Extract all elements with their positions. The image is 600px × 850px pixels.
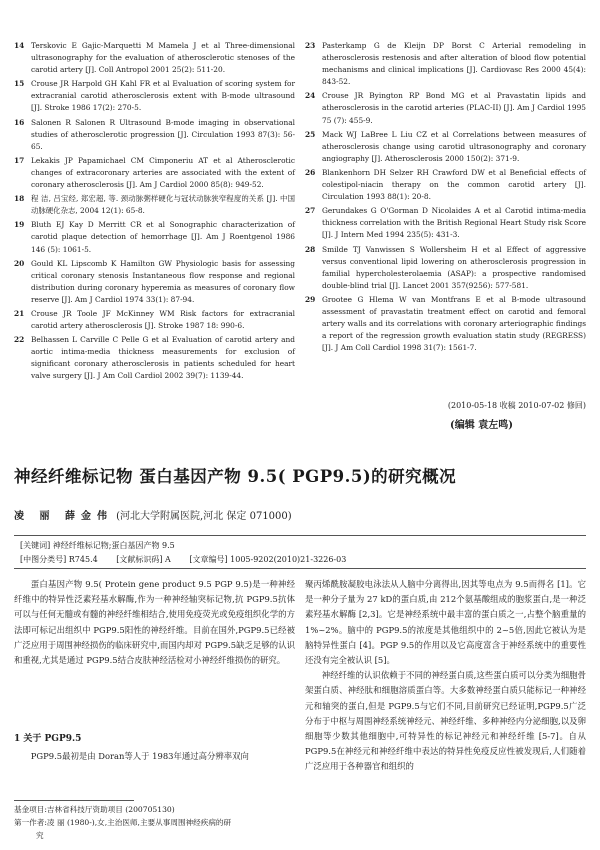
reference-text: Bluth EJ Kay D Merritt CR et al Sonographic characterization of carotid plaque detection of hemorrhage [J]. Am J Roentgenol 1986 146 (5): 1061-5. (31, 220, 295, 254)
reference-item (305, 40, 586, 88)
reference-list (14, 40, 586, 385)
reference-item (305, 129, 586, 165)
received-dates: (2010-05-18 收稿 2010-07-02 修回) (447, 401, 586, 410)
reference-number: 25 (305, 129, 316, 139)
reference-text: Smilde TJ Vanwissen S Wollersheim H et al Effect of aggressive versus conventional lipid lowering on atherosclerosis progression in familial hypercholesterolaemia (ASAP): a prospective randomised double-blind trial [J]. Lancet 2001 357(9256): 577-581. (322, 244, 586, 290)
clc-number: [中图分类号] R745.4 (20, 555, 98, 564)
reference-column-right (305, 40, 586, 385)
right-paragraph-2: 神经纤维的认识依赖于不同的神经蛋白质,这些蛋白质可以分类为细胞骨架蛋白质、神经肽和细胞溶质蛋白等。大多数神经蛋白质只能标记一种神经元和轴突的蛋白,但是 PGP9.5与它们不同,目前研究已经证明,PGP9.5广泛分布于中枢与周围神经系统神经元、神经纤维、多种神经内分泌细胞,以及卵细胞等少数其他细胞中,可特异性的标记神经元和神经纤维 [5-7]。自从 PGP9.5在神经元和神经纤维中表达的特异性免疫反应性被发现后,人们随着广泛应用于各种器官和组织的 (305, 670, 586, 772)
reference-number: 22 (14, 335, 25, 345)
reference-text: Salonen R Salonen R Ultrasound B-mode imaging in observational studies of atherosclerotic progression [J]. Circulation 1993 87(3): 56-65. (31, 117, 295, 151)
intro-paragraph: 蛋白基因产物 9.5( Protein gene product 9.5 PGP 9.5)是一种神经纤维中的特异性泛素羟基水解酶,作为一种神经轴突标记物,抗 PGP9.5抗体可以与任何无髓或有髓的神经纤维相结合,使用免疫荧光或免疫组织化学的方法即可标记出组织中 PGP9.5阳性的神经纤维。目前在国外,PGP9.5已经被广泛应用于周围神经损伤的临床研究中,而国内却对 PGP9.5缺乏足够的认识和重视,尤其是通过 PGP9.5结合皮肤神经活检对小神经纤维损伤的研究。 (14, 579, 295, 666)
reference-number: 16 (14, 117, 25, 127)
reference-text: Terskovic E Gajic-Marquetti M Mamela J et al Three-dimensional ultrasonography for the evaluation of atherosclerotic stenoses of the carotid artery [J]. Coll Antropol 2001 25(2): 511-20. (31, 41, 295, 75)
article-number: [文章编号] 1005-9202(2010)21-3226-03 (189, 555, 347, 564)
reference-number: 23 (305, 41, 316, 50)
reference-number: 29 (305, 294, 316, 304)
footnote-continued: 究 (36, 831, 44, 840)
reference-text: Gould KL Lipscomb K Hamilton GW Physiologic basis for assessing critical coronary stenosis Instantaneous flow response and regional distribution during coronary hyperemia as measures of coronary flow reserve [J]. Am J Cardiol 1974 33(1): 87-94. (31, 258, 295, 304)
reference-text: Crouse JR Harpold GH Kahl FR et al Evaluation of scoring system for extracranial carotid atherosclerosis extent with B-mode ultrasound [J]. Stroke 1986 17(2): 270-5. (31, 79, 295, 113)
reference-item (14, 78, 295, 114)
body-column-right (305, 577, 586, 775)
reference-number: 28 (305, 244, 316, 254)
reference-item (14, 193, 295, 217)
reference-text: Blankenhorn DH Selzer RH Crawford DW et al Beneficial effects of colestipol-niacin therapy on the common carotid artery [J]. Circulation 1993 88(1): 20-8. (322, 167, 586, 202)
section-paragraph: PGP9.5最初是由 Doran等人于 1983年通过高分辨率双向 (30, 751, 249, 761)
reference-item (14, 334, 295, 382)
author-line (14, 507, 292, 522)
reference-text: Gerundakes G O'Gorman D Nicolaides A et al Carotid intima-media thickness correlation with the British Regional Heart Study risk Score [J]. J Intern Med 1994 235(5): 431-3. (322, 206, 586, 240)
reference-text: Lekakis JP Papamichael CM Cimponeriu AT et al Atherosclerotic changes of extracoronary arteries are associated with the extent of coronary atherosclerosis [J]. Am J Cardiol 2000 85(8): 949-52. (31, 155, 295, 190)
keywords: [关键词] 神经纤维标记物;蛋白基因产物 9.5 (20, 541, 175, 550)
reference-item (305, 90, 586, 126)
author-affiliation: (河北大学附属医院,河北 保定 071000) (116, 511, 292, 522)
reference-number: 26 (305, 167, 316, 177)
reference-number: 18 (14, 194, 25, 204)
reference-item (14, 219, 295, 255)
reference-number: 14 (14, 41, 25, 50)
reference-text: 程 洁, 吕宝经, 郑宏超, 等. 颈动脉粥样硬化与冠状动脉狭窄程度的关系 [J]. 中国动脉硬化杂志, 2004 12(1): 65-8. (31, 194, 295, 216)
reference-item (14, 40, 295, 76)
author-names: 凌 丽 薛金伟 (14, 511, 113, 522)
divider-top (14, 535, 586, 536)
article-title: 神经纤维标记物 蛋白基因产物 9.5( PGP9.5)的研究概况 (14, 467, 457, 486)
classification-line (20, 554, 586, 565)
footnote-funding: 基金项目:吉林省科技厅资助项目 (200705130) (14, 805, 175, 814)
footnote-author: 第一作者:凌 丽 (1980-),女,主治医师,主要从事周围神经疾病的研 (14, 818, 232, 827)
reference-number: 24 (305, 91, 316, 101)
reference-text: Belhassen L Carville C Pelle G et al Evaluation of carotid artery and aortic intima-media thickness measurements for exclusion of significant coronary atherosclerosis in patients scheduled for heart valve surgery [J]. J Am Coll Cardiol 2002 39(7): 1139-44. (31, 335, 295, 381)
reference-text: Crouse JR Toole JF McKinney WM Risk factors for extracranial carotid artery atherosclerosis [J]. Stroke 1987 18: 990-6. (31, 308, 295, 331)
reference-text: Mack WJ LaBree L Liu CZ et al Correlations between measures of atherosclerosis change using carotid ultrasonography and coronary angiography [J]. Atherosclerosis 2000 150(2): 371-9. (322, 129, 586, 163)
reference-item (14, 258, 295, 306)
section-text-left (14, 749, 295, 764)
body-column-left (14, 577, 295, 668)
reference-text: Pasterkamp G de Kleijn DP Borst C Arterial remodeling in atherosclerosis restenosis and after alteration of blood flow potential mechanisms and clinical implications [J]. Cardiovasc Res 2000 45(4): 843-52. (322, 41, 586, 87)
reference-column-left (14, 40, 295, 385)
reference-item (305, 244, 586, 292)
reference-text: Grootee G Hlema W van Montfrans E et al B-mode ultrasound assessment of pravastatin treatment effect on carotid and femoral artery walls and its correlations with coronary arteriographic findings a report of the regression growth evaluation statin study (REGRESS) [J]. J Am Coll Cardiol 1998 31(7): 1561-7. (322, 294, 586, 353)
reference-number: 27 (305, 206, 316, 216)
editor-credit: (编辑 袁左鸣) (450, 420, 513, 431)
document-code: [文献标识码] A (116, 555, 171, 564)
reference-text: Crouse JR Byington RP Bond MG et al Pravastatin lipids and atherosclerosis in the carotid arteries (PLAC-II) [J]. Am J Cardiol 1995 75 (7): 455-9. (322, 91, 586, 125)
reference-item (305, 167, 586, 203)
reference-number: 17 (14, 155, 25, 165)
reference-item (305, 294, 586, 354)
section-heading: 1 关于 PGP9.5 (14, 734, 82, 744)
divider-bottom (14, 568, 586, 569)
reference-number: 15 (14, 79, 25, 89)
footnote-rule (14, 800, 134, 801)
reference-number: 19 (14, 220, 25, 230)
reference-number: 20 (14, 258, 25, 268)
reference-item (14, 155, 295, 191)
reference-item (305, 205, 586, 241)
reference-number: 21 (14, 308, 25, 318)
reference-item (14, 308, 295, 332)
reference-item (14, 117, 295, 153)
right-paragraph-1: 聚丙烯酰胺凝胶电泳法从人脑中分离得出,因其等电点为 9.5而得名 [1]。它是一种分子量为 27 kD的蛋白质,由 212个氨基酸组成的胞浆蛋白,是一种泛素羟基水解酶 [2,3]。它是神经系统中最丰富的蛋白质之一,占整个脑重量的 1%~2%。脑中的 PGP9.5的浓度是其他组织中的 2~5倍,因此它被认为是脑特异性蛋白 [4]。PGP 9.5的作用以及它高度富含于神经系统中的重要性还没有完全被认识 [5]。 (305, 579, 586, 666)
